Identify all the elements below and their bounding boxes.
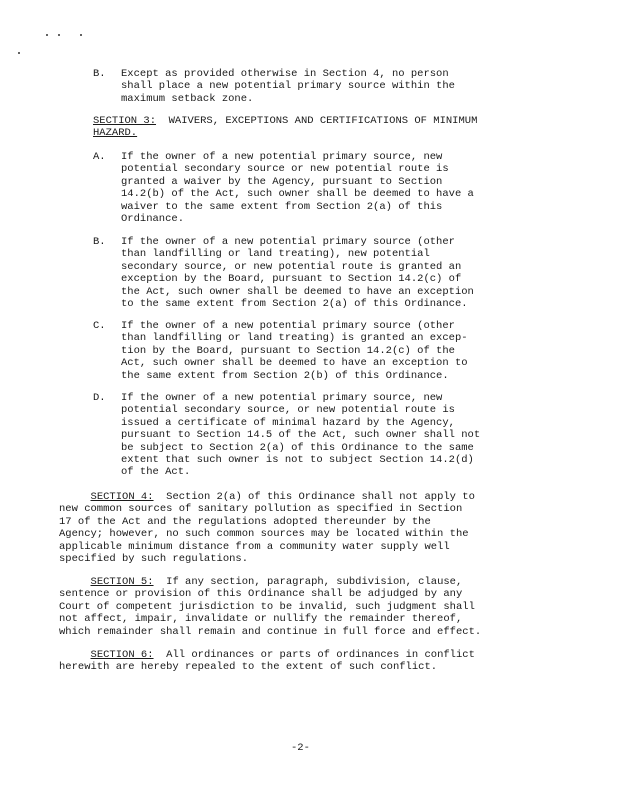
text-line: the same extent from Section 2(b) of this Ordinance. [121, 369, 449, 382]
text-line: applicable minimum distance from a community water supply well [59, 540, 450, 553]
text-line: to the same extent from Section 2(a) of this Ordinance. [121, 298, 468, 311]
text-line: maximum setback zone. [121, 92, 254, 105]
text-line: herewith are hereby repealed to the extent of such conflict. [59, 661, 438, 674]
text-line: secondary source, or new potential route is granted an [121, 260, 462, 273]
text-line: Act, such owner shall be deemed to have an exception to [121, 357, 468, 370]
text-line: Agency; however, no such common sources may be located within the [59, 528, 469, 541]
text-line: new common sources of sanitary pollution as specified in Section [59, 503, 463, 516]
text-line: exception by the Board, pursuant to Section 14.2(c) of [121, 273, 462, 286]
scan-speck [80, 34, 82, 36]
text-line: be subject to Section 2(a) of this Ordinance to the same [121, 441, 474, 454]
text-line: extent that such owner is not to subject Section 14.2(d) [121, 454, 474, 467]
text-line: than landfilling or land treating) is granted an excep- [121, 332, 468, 345]
text-line: shall place a new potential primary source within the [121, 80, 455, 93]
text-line: 17 of the Act and the regulations adopted thereunder by the [59, 515, 431, 528]
text-line: specified by such regulations. [59, 553, 249, 566]
section3-label: SECTION 3: [93, 115, 157, 127]
text-line: of the Act. [121, 466, 191, 479]
item-a-marker: A. [93, 151, 106, 163]
page-number: -2- [291, 742, 310, 754]
item-b-text [121, 236, 474, 310]
text-line: Section 2(a) of this Ordinance shall not apply to [166, 491, 475, 503]
item-d-marker: D. [93, 392, 106, 404]
text-line: tion by the Board, pursuant to Section 14.2(c) of the [121, 344, 455, 357]
section5-label: SECTION 5: [90, 576, 154, 588]
text-line: granted a waiver by the Agency, pursuant to Section [121, 175, 443, 188]
section4-paragraph [59, 491, 475, 565]
text-line: Court of competent jurisdiction to be invalid, such judgment shall [59, 600, 475, 613]
text-line: If any section, paragraph, subdivision, clause, [166, 576, 463, 588]
text-line: If the owner of a new potential primary source (other [121, 320, 455, 332]
text-line: Except as provided otherwise in Section 4, no person [121, 68, 449, 80]
text-line: pursuant to Section 14.5 of the Act, such owner shall not [121, 429, 481, 442]
text-line: not affect, impair, invalidate or nullify the remainder thereof, [59, 613, 463, 626]
text-line: Ordinance. [121, 213, 185, 226]
text-line: issued a certificate of minimal hazard by the Agency, [121, 416, 455, 429]
text-line: If the owner of a new potential primary source, new [121, 151, 443, 163]
item-c-marker: C. [93, 320, 106, 332]
text-line: sentence or provision of this Ordinance shall be adjudged by any [59, 588, 463, 601]
item-a-text [121, 151, 474, 225]
text-line: the Act, such owner shall be deemed to have an exception [121, 285, 474, 298]
section4-label: SECTION 4: [90, 491, 154, 503]
section3-title: WAIVERS, EXCEPTIONS AND CERTIFICATIONS OF MINIMUM [168, 115, 478, 127]
text-line: potential secondary source, or new potential route is [121, 404, 455, 417]
text-line: waiver to the same extent from Section 2(a) of this [121, 200, 443, 213]
section5-paragraph [59, 576, 481, 638]
section6-label: SECTION 6: [90, 649, 154, 661]
text-line: If the owner of a new potential primary source, new [121, 392, 443, 404]
item-b-marker: B. [93, 236, 106, 248]
text-line: 14.2(b) of the Act, such owner shall be deemed to have a [121, 188, 474, 201]
text-line: than landfilling or land treating), new potential [121, 248, 430, 261]
item-d-text [121, 392, 480, 479]
item-c-text [121, 320, 468, 382]
scan-speck [58, 34, 60, 36]
section3-title-line2: HAZARD. [93, 127, 138, 140]
text-line: which remainder shall remain and continue in full force and effect. [59, 625, 482, 638]
scan-speck [18, 52, 20, 54]
section3-heading [93, 115, 477, 140]
section6-paragraph [59, 649, 475, 674]
item-b-prior-text [121, 68, 455, 105]
text-line: potential secondary source or new potential route is [121, 163, 449, 176]
item-b-prior-marker: B. [93, 68, 106, 80]
text-line: If the owner of a new potential primary source (other [121, 236, 455, 248]
text-line: All ordinances or parts of ordinances in conflict [166, 649, 475, 661]
scan-speck [46, 34, 48, 36]
